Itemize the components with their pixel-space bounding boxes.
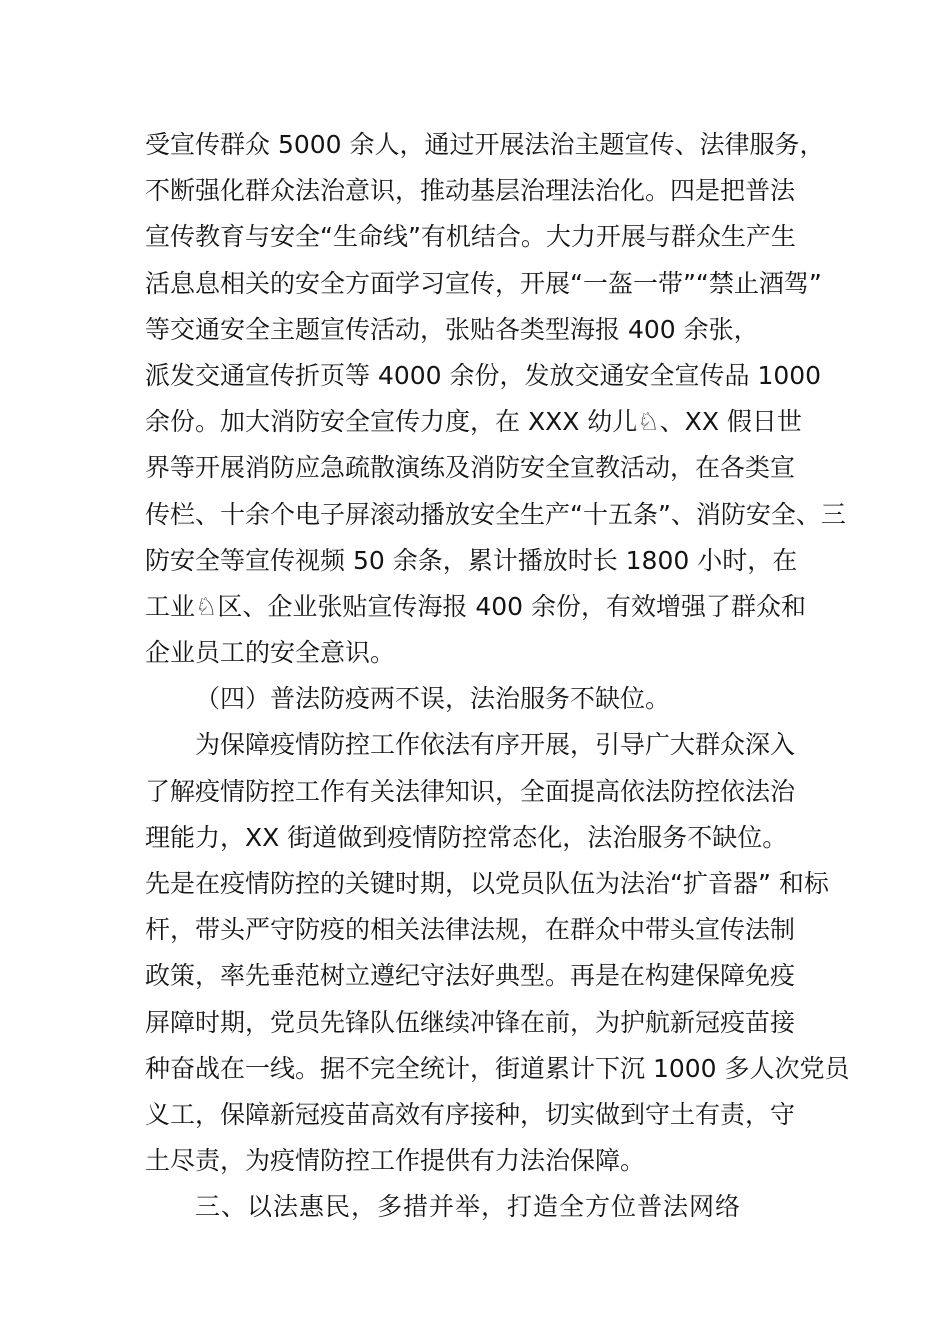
text-line: 杆，带头严守防疫的相关法律法规，在群众中带头宣传法制 [145, 915, 796, 945]
text-line: 宣传教育与安全“生命线”有机结合。大力开展与群众生产生 [145, 222, 796, 252]
paragraph-first-line: 为保障疫情防控工作依法有序开展，引导广大群众深入 [195, 730, 796, 760]
text-line: 种奋战在一线。据不完全统计，街道累计下沉 1000 多人次党员 [145, 1053, 850, 1083]
text-line: 土尽责，为疫情防控工作提供有力法治保障。 [145, 1146, 646, 1176]
text-line: 等交通安全主题宣传活动，张贴各类型海报 400 余张， [145, 314, 759, 344]
text-line: 企业员工的安全意识。 [145, 638, 396, 668]
text-line: 义工，保障新冠疫苗高效有序接种，切实做到守土有责，守 [145, 1099, 796, 1129]
section-heading: 三、以法惠民，多措并举，打造全方位普法网络 [195, 1192, 742, 1222]
document-body [145, 122, 850, 1231]
text-line: 不断强化群众法治意识，推动基层治理法治化。四是把普法 [145, 176, 796, 206]
text-line: 工业♘区、企业张贴宣传海报 400 余份，有效增强了群众和 [145, 591, 807, 621]
text-line: 活息息相关的安全方面学习宣传，开展“一盔一带”“禁止酒驾” [145, 268, 822, 298]
text-line: 派发交通宣传折页等 4000 余份，发放交通安全宣传品 1000 [145, 360, 822, 390]
text-line: 界等开展消防应急疏散演练及消防安全宣教活动，在各类宣 [145, 453, 796, 483]
text-line: 传栏、十余个电子屏滚动播放安全生产“十五条”、消防安全、三 [145, 499, 846, 529]
text-line: 理能力，XX 街道做到疫情防控常态化，法治服务不缺位。 [145, 822, 788, 852]
text-line: 防安全等宣传视频 50 余条，累计播放时长 1800 小时，在 [145, 545, 798, 575]
text-line: 政策，率先垂范树立遵纪守法好典型。再是在构建保障免疫 [145, 961, 796, 991]
text-line: 先是在疫情防控的关键时期，以党员队伍为法治“扩音器” 和标 [145, 869, 829, 898]
text-line: 余份。加大消防安全宣传力度，在 XXX 幼儿♘、XX 假日世 [145, 407, 802, 437]
section-subheading: （四）普法防疫两不误，法治服务不缺位。 [195, 684, 671, 714]
text-line: 受宣传群众 5000 余人，通过开展法治主题宣传、法律服务， [145, 130, 825, 159]
text-line: 了解疫情防控工作有关法律知识，全面提高依法防控依法治 [145, 776, 796, 806]
text-line: 屏障时期，党员先锋队伍继续冲锋在前，为护航新冠疫苗接 [145, 1007, 796, 1037]
